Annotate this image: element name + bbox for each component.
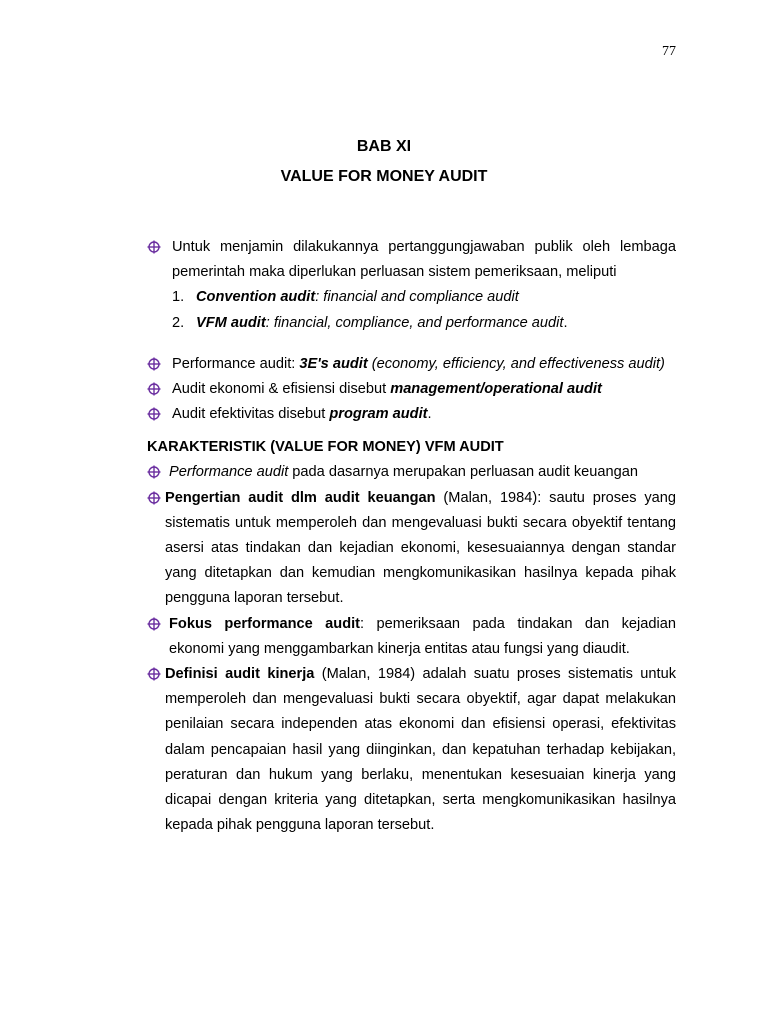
crosshair-circle-icon [147,407,161,421]
characteristic-item [147,612,676,662]
list-rest: : financial and compliance audit [315,289,519,306]
point-item [147,377,676,402]
intro-text: Untuk menjamin dilakukannya pertanggungjawaban publik oleh lembaga pemerintah maka diperlukan perluasan sistem pemeriksaan, meliputi [172,239,676,281]
characteristic-item [147,460,676,485]
point-strong: management/operational audit [390,381,602,398]
list-term: VFM audit [196,314,266,331]
section-heading: KARAKTERISTIK (VALUE FOR MONEY) VFM AUDIT [147,439,504,456]
crosshair-circle-icon [147,617,161,631]
crosshair-circle-icon [147,667,161,681]
intro-list [172,285,676,335]
characteristic-lead: Performance audit [169,464,289,481]
crosshair-circle-icon [147,382,161,396]
list-number: 2. [172,314,185,331]
list-item [172,311,676,336]
characteristic-item [147,486,676,612]
crosshair-circle-icon [147,240,161,254]
point-prefix: Audit efektivitas disebut [172,406,330,423]
point-prefix: Performance audit: [172,355,300,372]
characteristic-lead: Fokus performance audit [169,615,361,632]
list-number: 1. [172,289,185,306]
chapter-title: VALUE FOR MONEY AUDIT [280,168,488,185]
list-end: . [563,314,568,331]
crosshair-circle-icon [147,491,161,505]
characteristic-text: (Malan, 1984): sautu proses yang sistematis untuk memperoleh dan mengevaluasi bukti secara obyektif tentang asersi atas tindakan dan kejadian ekonomi, kesesuaiannya dengan standar yang ditetapkan dan kemudian mengkomunikasikan hasilnya kepada pihak pengguna laporan tersebut. [165,489,676,607]
page-content [147,235,676,838]
characteristic-lead: Definisi audit kinerja [165,666,315,683]
characteristic-text: : pemeriksaan pada tindakan dan kejadian ekonomi yang menggambarkan kinerja entitas atau fungsi yang diaudit. [169,615,676,657]
crosshair-circle-icon [147,357,161,371]
point-strong: 3E's audit [299,355,368,372]
crosshair-circle-icon [147,465,161,479]
characteristic-text: pada dasarnya merupakan perluasan audit keuangan [288,464,638,481]
page-number: 77 [662,44,676,59]
point-rest: (economy, efficiency, and effectiveness audit) [367,355,665,372]
point-item [147,352,676,377]
characteristic-lead: Pengertian audit dlm audit keuangan [165,489,436,506]
list-rest: : financial, compliance, and performance audit [265,314,564,331]
characteristic-item [147,662,676,838]
point-item [147,402,676,427]
characteristic-text: (Malan, 1984) adalah suatu proses sistematis untuk memperoleh dan mengevaluasi bukti secara obyektif, agar dapat melakukan penilaian secara independen atas ekonomi dan efisiensi operasi, efektivitas dalam pencapaian hasil yang diinginkan, dan kepatuhan terhadap kebijakan, peraturan dan hukum yang berlaku, menentukan kesesuaian kinerja yang dicapai dengan kriteria yang ditetapkan, serta mengkomunikasikan hasilnya kepada pihak pengguna laporan tersebut. [165,666,676,834]
intro-item [147,235,676,336]
point-prefix: Audit ekonomi & efisiensi disebut [172,381,391,398]
chapter-label: BAB XI [356,138,412,155]
list-term: Convention audit [196,289,316,306]
point-strong: program audit [329,406,428,423]
list-item [172,285,676,310]
point-rest: . [427,406,432,423]
